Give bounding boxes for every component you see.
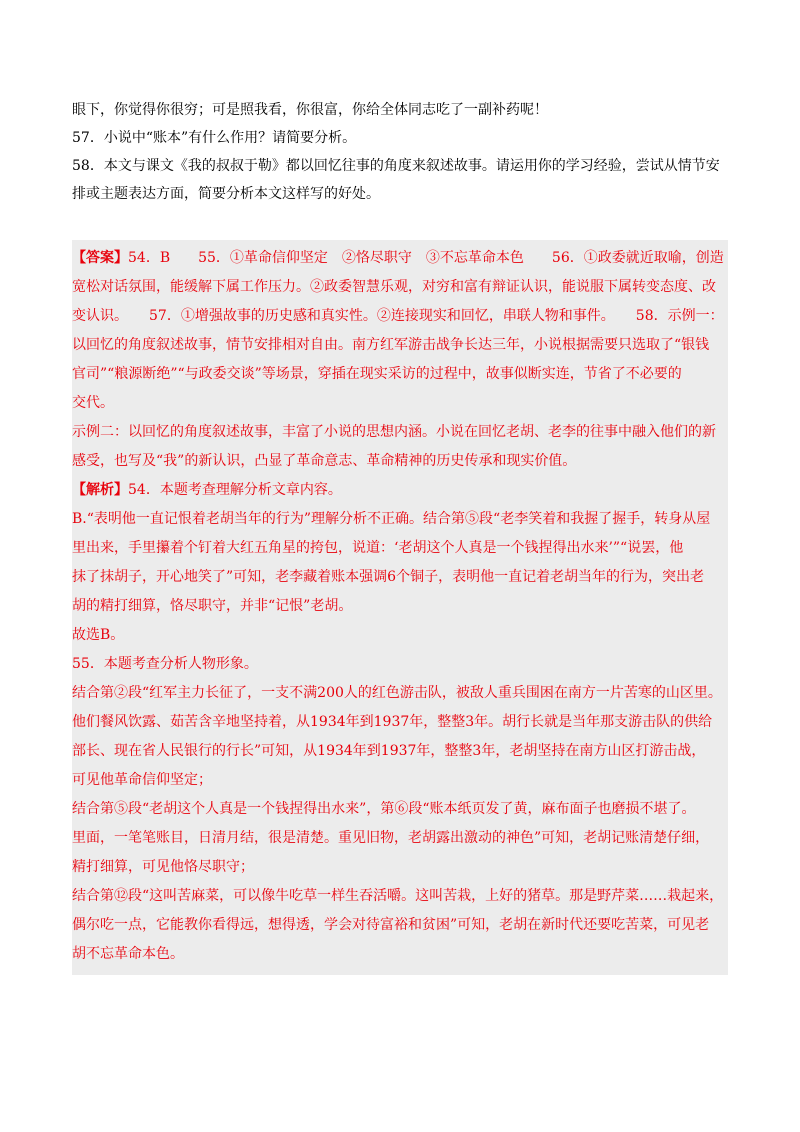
question-text-block — [72, 96, 732, 208]
analysis-tag: 【解析】 — [72, 482, 128, 498]
answer-line: 以回忆的角度叙述故事，情节安排相对自由。南方红军游击战争长达三年，小说根据需要只选取了“银钱 — [72, 337, 710, 353]
answer-line: 示例二：以回忆的角度叙述故事，丰富了小说的思想内涵。小说在回忆老胡、老李的往事中融入他们的新 — [72, 424, 716, 440]
question-58-line-2: 排或主题表达方面，简要分析本文这样写的好处。 — [72, 186, 380, 202]
analysis-line: 抹了抹胡子，开心地笑了”可知，老李藏着账本强调6个铜子，表明他一直记着老胡当年的行为，突出老 — [72, 569, 705, 585]
analysis-line: 他们餐风饮露、茹苦含辛地坚持着，从1934年到1937年，整整3年。胡行长就是当年那支游击队的供给 — [72, 714, 713, 730]
answer-analysis-panel — [72, 240, 728, 975]
analysis-line: 结合第⑤段“老胡这个人真是一个钱捏得出水来”，第⑥段“账本纸页发了黄，麻布面子也磨损不堪了。 — [72, 801, 696, 817]
analysis-line: 偶尔吃一点，它能教你看得远，想得透，学会对待富裕和贫困”可知，老胡在新时代还要吃苦菜，可见老 — [72, 917, 710, 933]
analysis-line: 胡不忘革命本色。 — [72, 946, 184, 962]
answer-text: 54．B 55．①革命信仰坚定 ②恪尽职守 ③不忘革命本色 56．①政委就近取喻，创造 — [128, 250, 724, 266]
analysis-line-1 — [72, 476, 728, 505]
answer-line: 变认识。 57．①增强故事的历史感和真实性。②连接现实和回忆，串联人物和事件。 58．示例一： — [72, 308, 724, 324]
analysis-line: 部长、现在省人民银行的行长”可知，从1934年到1937年，整整3年，老胡坚持在南方山区打游击战， — [72, 743, 706, 759]
analysis-line: 精打细算，可见他恪尽职守； — [72, 859, 254, 875]
analysis-line: 胡的精打细算，恪尽职守，并非“记恨”老胡。 — [72, 598, 353, 614]
analysis-line: B.“表明他一直记恨着老胡当年的行为”理解分析不正确。结合第⑤段“老李笑着和我握了握手，转身从屋 — [72, 511, 711, 527]
answer-line: 交代。 — [72, 395, 114, 411]
analysis-line: 里面，一笔笔账目，日清月结，很是清楚。重见旧物，老胡露出激动的神色”可知，老胡记账清楚仔细， — [72, 830, 710, 846]
analysis-line: 55．本题考查分析人物形象。 — [72, 656, 258, 672]
analysis-line: 故选B。 — [72, 627, 125, 643]
question-57: 57．小说中“账本”有什么作用？请简要分析。 — [72, 130, 357, 146]
answer-line: 官司”“粮源断绝”“与政委交谈”等场景，穿插在现实采访的过程中，故事似断实连，节省了不必要的 — [72, 366, 682, 382]
analysis-line: 里出来，手里攥着个钉着大红五角星的挎包，说道：‘老胡这个人真是一个钱捏得出水来’”“说罢，他 — [72, 540, 684, 556]
answer-line: 感受，也写及“我”的新认识，凸显了革命意志、革命精神的历史传承和现实价值。 — [72, 453, 577, 469]
passage-last-line: 眼下，你觉得你很穷；可是照我看，你很富，你给全体同志吃了一副补药呢！ — [72, 102, 548, 118]
analysis-line: 结合第②段“红军主力长征了，一支不满200人的红色游击队，被敌人重兵围困在南方一片苦寒的山区里。 — [72, 685, 722, 701]
analysis-line: 可见他革命信仰坚定； — [72, 772, 212, 788]
analysis-line: 结合第⑫段“这叫苦麻菜，可以像牛吃草一样生吞活嚼。这叫苦栽，上好的猪草。那是野芹菜……栽起来， — [72, 888, 724, 904]
answer-line: 宽松对话氛围，能缓解下属工作压力。②政委智慧乐观，对穷和富有辩证认识，能说服下属转变态度、改 — [72, 279, 716, 295]
answer-line-1 — [72, 244, 728, 273]
answer-tag: 【答案】 — [72, 250, 128, 266]
analysis-text: 54．本题考查理解分析文章内容。 — [128, 482, 342, 498]
question-58-line-1: 58．本文与课文《我的叔叔于勒》都以回忆往事的角度来叙述故事。请运用你的学习经验，尝试从情节安 — [72, 158, 720, 174]
